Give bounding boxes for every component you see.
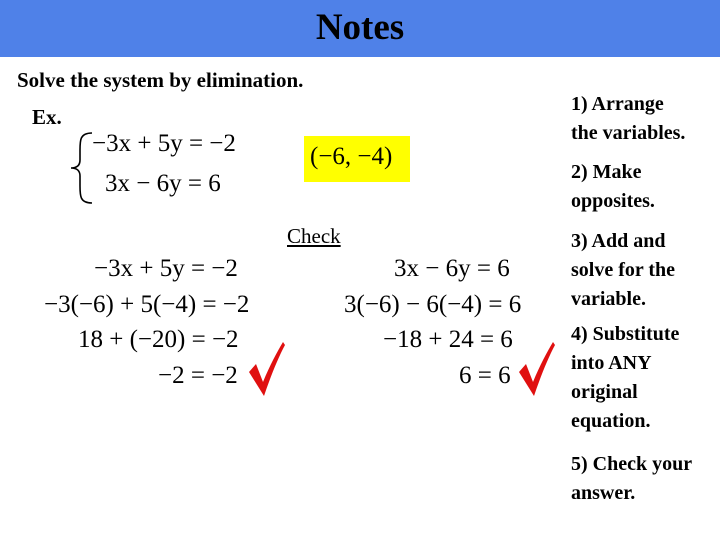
system-equation-2: 3x − 6y = 6 [105, 170, 221, 197]
step-2: 2) Make opposites. [571, 161, 655, 212]
check-right-line-3: −18 + 24 = 6 [383, 326, 513, 353]
check-right-line-1: 3x − 6y = 6 [394, 255, 510, 282]
instruction-text: Solve the system by elimination. [17, 68, 304, 92]
check-left-line-4: −2 = −2 [158, 362, 238, 389]
check-left-line-1: −3x + 5y = −2 [94, 255, 238, 282]
example-label: Ex. [32, 105, 62, 129]
checkmark-icon [249, 342, 285, 396]
page-title: Notes [315, 7, 405, 48]
step-5: 5) Check your answer. [571, 453, 693, 504]
checkmark-icon [519, 342, 555, 396]
step-4: 4) Substitute into ANY original equation. [571, 323, 680, 432]
check-right-line-2: 3(−6) − 6(−4) = 6 [344, 291, 522, 318]
check-left-line-3: 18 + (−20) = −2 [78, 326, 239, 353]
check-left-line-2: −3(−6) + 5(−4) = −2 [44, 291, 250, 318]
step-1: 1) Arrange the variables. [571, 93, 686, 144]
solution-pair: (−6, −4) [310, 143, 393, 170]
check-right-line-4: 6 = 6 [459, 362, 511, 389]
check-label: Check [287, 224, 341, 248]
system-equation-1: −3x + 5y = −2 [92, 130, 236, 157]
step-3: 3) Add and solve for the variable. [571, 230, 676, 310]
